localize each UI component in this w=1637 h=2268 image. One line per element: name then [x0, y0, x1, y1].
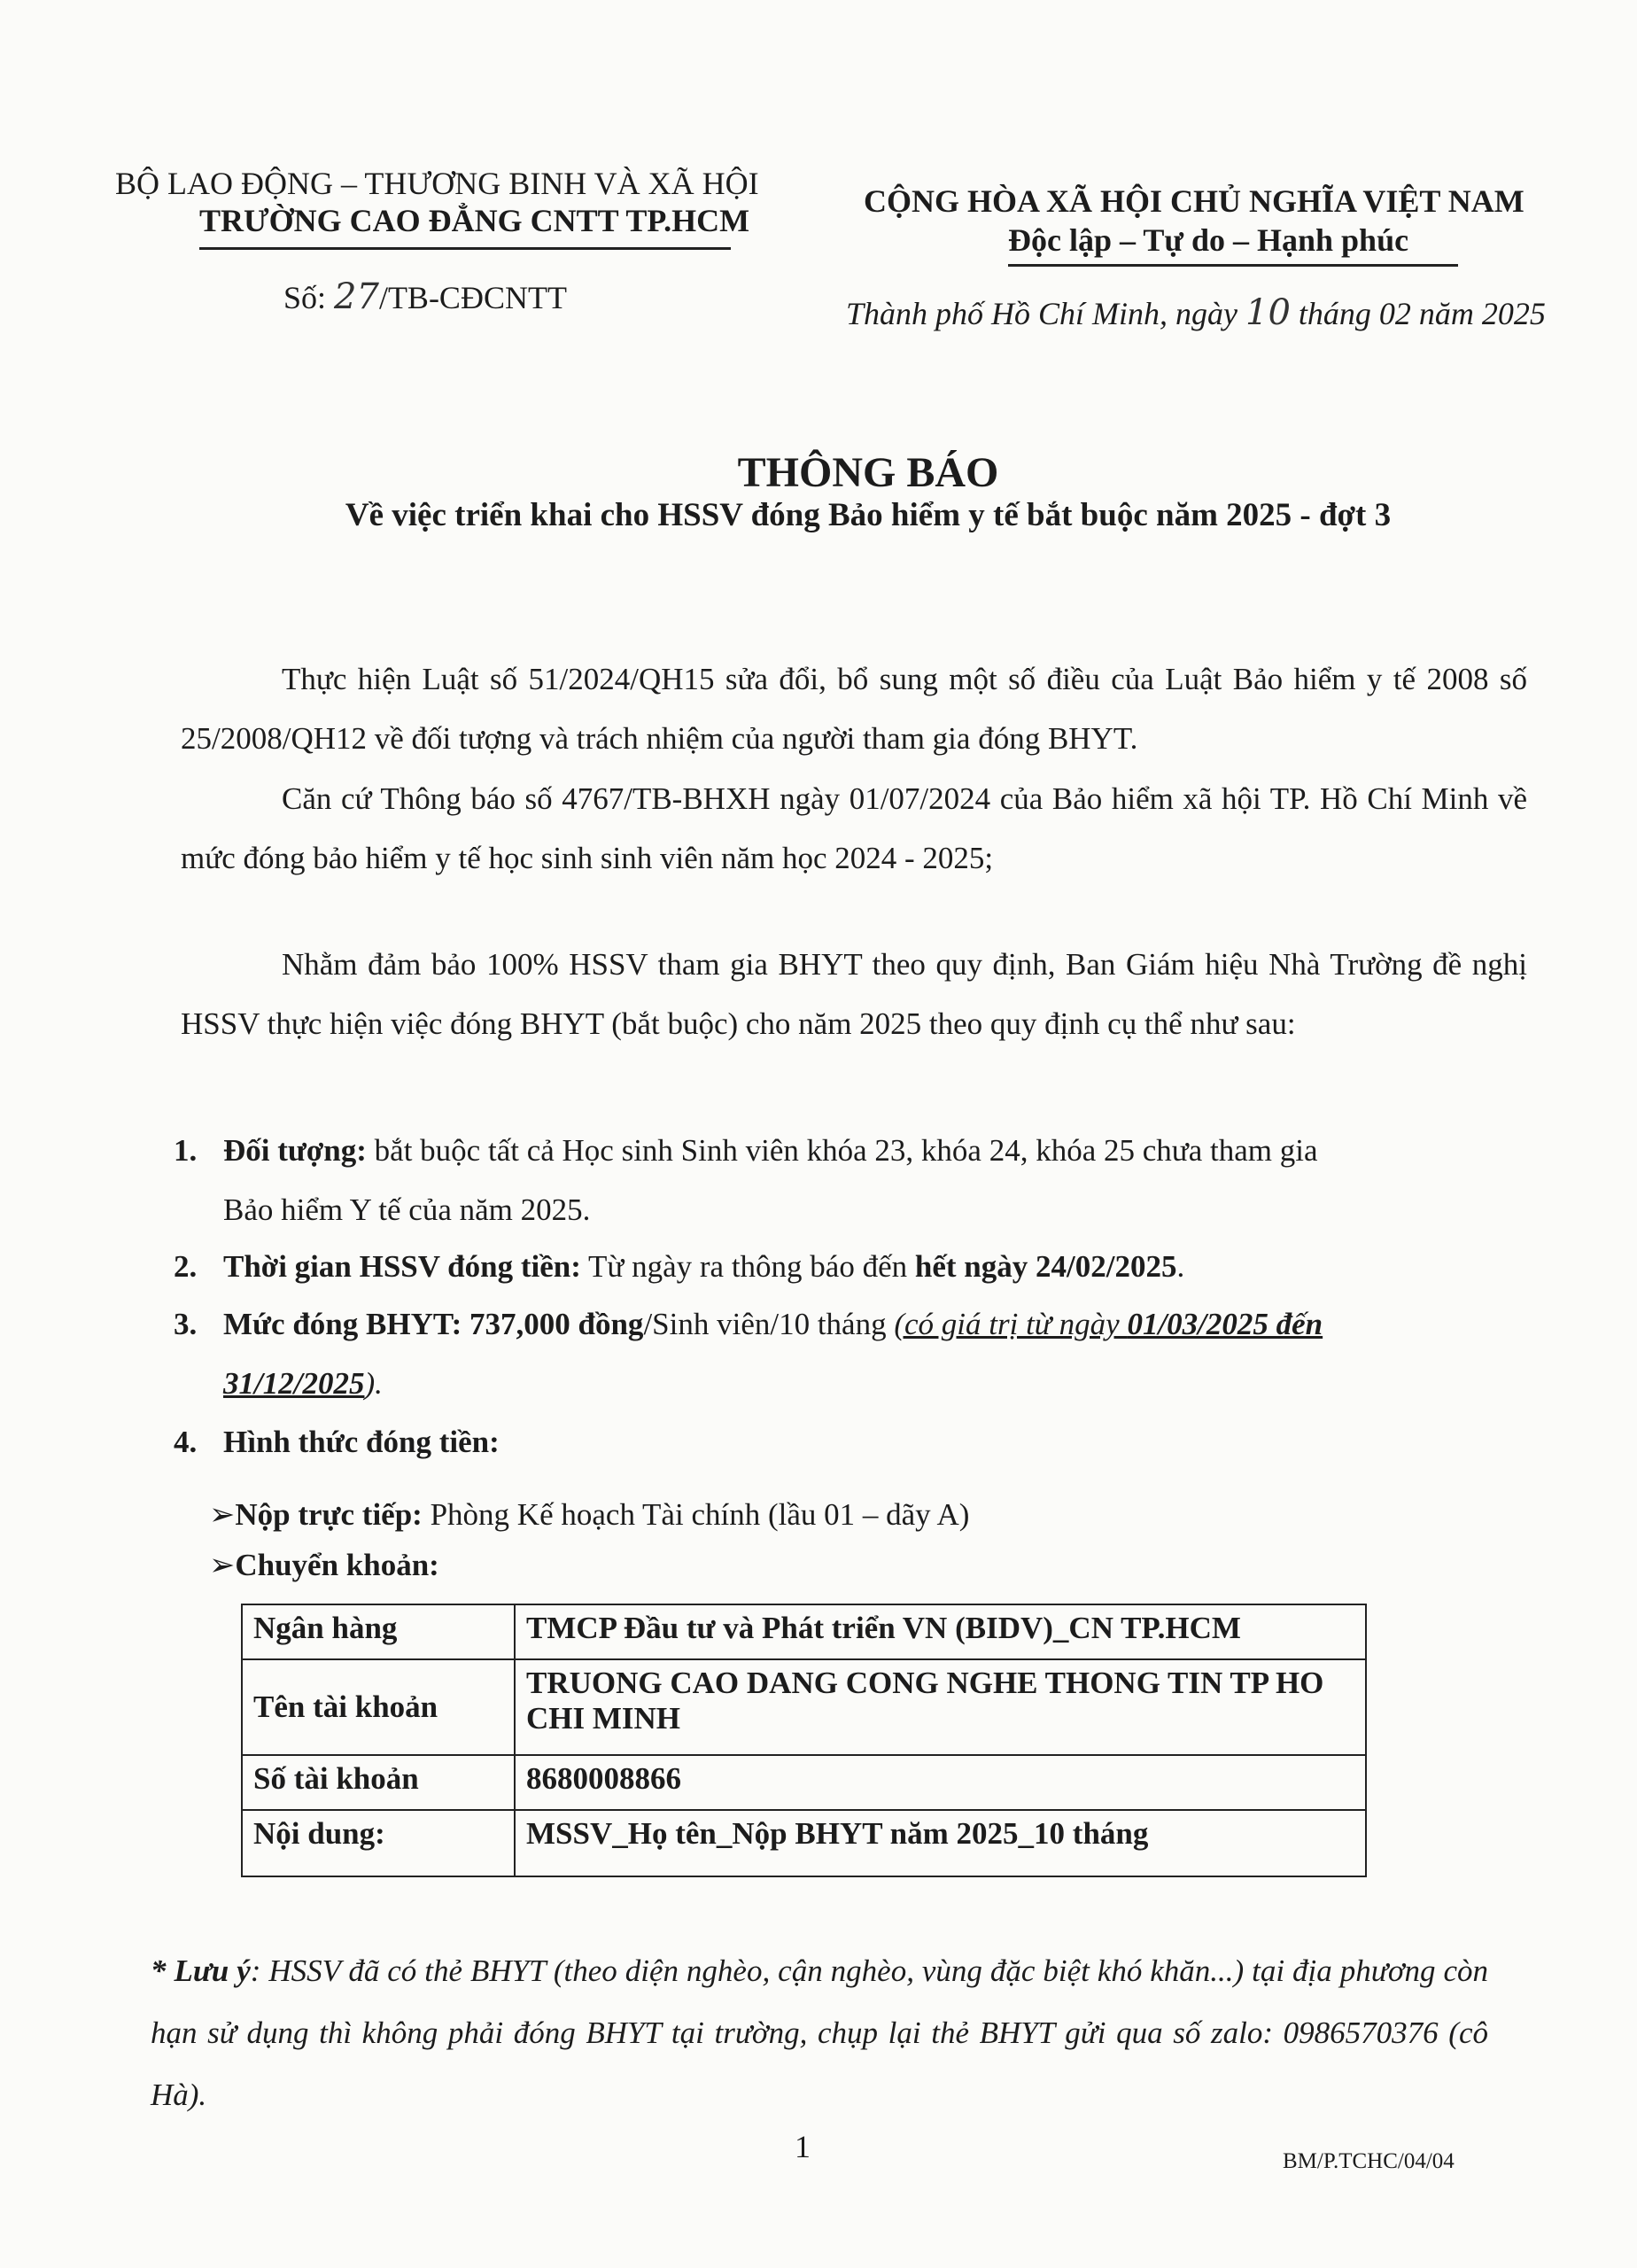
date-prefix: Thành phố Hồ Chí Minh, ngày — [846, 296, 1246, 331]
table-row: Tên tài khoản TRUONG CAO DANG CONG NGHE THONG TIN TP HO CHI MINH — [242, 1659, 1366, 1755]
number-suffix: /TB-CĐCNTT — [378, 280, 567, 315]
country-name: CỘNG HÒA XÃ HỘI CHỦ NGHĨA VIỆT NAM — [864, 183, 1525, 219]
arrow-bullet-icon: ➢ — [209, 1548, 236, 1582]
school-name: TRƯỜNG CAO ĐẲNG CNTT TP.HCM — [199, 203, 750, 238]
table-row: Số tài khoản 8680008866 — [242, 1755, 1366, 1810]
table-row: Ngân hàng TMCP Đầu tư và Phát triển VN (BIDV)_CN TP.HCM — [242, 1604, 1366, 1659]
bank-info-table — [241, 1604, 1367, 1877]
motto-underline — [1008, 264, 1458, 267]
school-underline — [199, 247, 731, 250]
document-date — [846, 294, 1546, 332]
page-subtitle: Về việc triển khai cho HSSV đóng Bảo hiểm y tế bắt buộc năm 2025 - đợt 3 — [345, 497, 1392, 533]
page-number: 1 — [795, 2129, 811, 2164]
motto: Độc lập – Tự do – Hạnh phúc — [1008, 222, 1409, 258]
handwritten-day: 10 — [1245, 292, 1291, 333]
document-number — [283, 278, 567, 316]
paragraph-notice-basis: Căn cứ Thông báo số 4767/TB-BHXH ngày 01/07/2024 của Bảo hiểm xã hội TP. Hồ Chí Minh về mức đóng bảo hiểm y tế học sinh sinh viên năm học 2024 - 2025; — [181, 781, 1527, 875]
handwritten-number: 27 — [334, 276, 379, 317]
paragraph-legal-basis: Thực hiện Luật số 51/2024/QH15 sửa đổi, bổ sung một số điều của Luật Bảo hiểm y tế 2008 số 25/2008/QH12 về đối tượng và trách nhiệm của người tham gia đóng BHYT. — [181, 662, 1527, 756]
table-row: Nội dung: MSSV_Họ tên_Nộp BHYT năm 2025_10 tháng — [242, 1810, 1366, 1876]
note: * Lưu ý: HSSV đã có thẻ BHYT (theo diện nghèo, cận nghèo, vùng đặc biệt khó khăn...) tại địa phương còn hạn sử dụng thì không phải đóng BHYT tại trường, chụp lại thẻ BHYT gửi qua số zalo: 0986570376 (cô Hà). — [151, 1953, 1488, 2112]
arrow-bullet-icon: ➢ — [209, 1497, 236, 1532]
list-item-subjects: 1. Đối tượng: bắt buộc tất cả Học sinh Sinh viên khóa 23, khóa 24, khóa 25 chưa tham gia Bảo hiểm Y tế của năm 2025. — [174, 1133, 1318, 1227]
list-item-payment-method: 4. Hình thức đóng tiền: — [174, 1425, 500, 1459]
method-transfer: ➢Chuyển khoản: — [209, 1548, 439, 1582]
list-item-fee: 3. Mức đóng BHYT: 737,000 đồng/Sinh viên/10 tháng (có giá trị từ ngày 01/03/2025 đến 31/12/2025). — [174, 1307, 1323, 1401]
list-item-deadline: 2. Thời gian HSSV đóng tiền: Từ ngày ra thông báo đến hết ngày 24/02/2025. — [174, 1249, 1185, 1284]
form-code: BM/P.TCHC/04/04 — [1283, 2149, 1455, 2173]
method-direct: ➢Nộp trực tiếp: Phòng Kế hoạch Tài chính (lầu 01 – dãy A) — [209, 1497, 970, 1532]
number-prefix: Số: — [283, 280, 335, 315]
paragraph-purpose: Nhằm đảm bảo 100% HSSV tham gia BHYT theo quy định, Ban Giám hiệu Nhà Trường đề nghị HSSV thực hiện việc đóng BHYT (bắt buộc) cho năm 2025 theo quy định cụ thể như sau: — [181, 947, 1527, 1041]
ministry-name: BỘ LAO ĐỘNG – THƯƠNG BINH VÀ XÃ HỘI — [115, 166, 759, 201]
page-title: THÔNG BÁO — [737, 449, 999, 496]
date-suffix: tháng 02 năm 2025 — [1290, 296, 1546, 331]
